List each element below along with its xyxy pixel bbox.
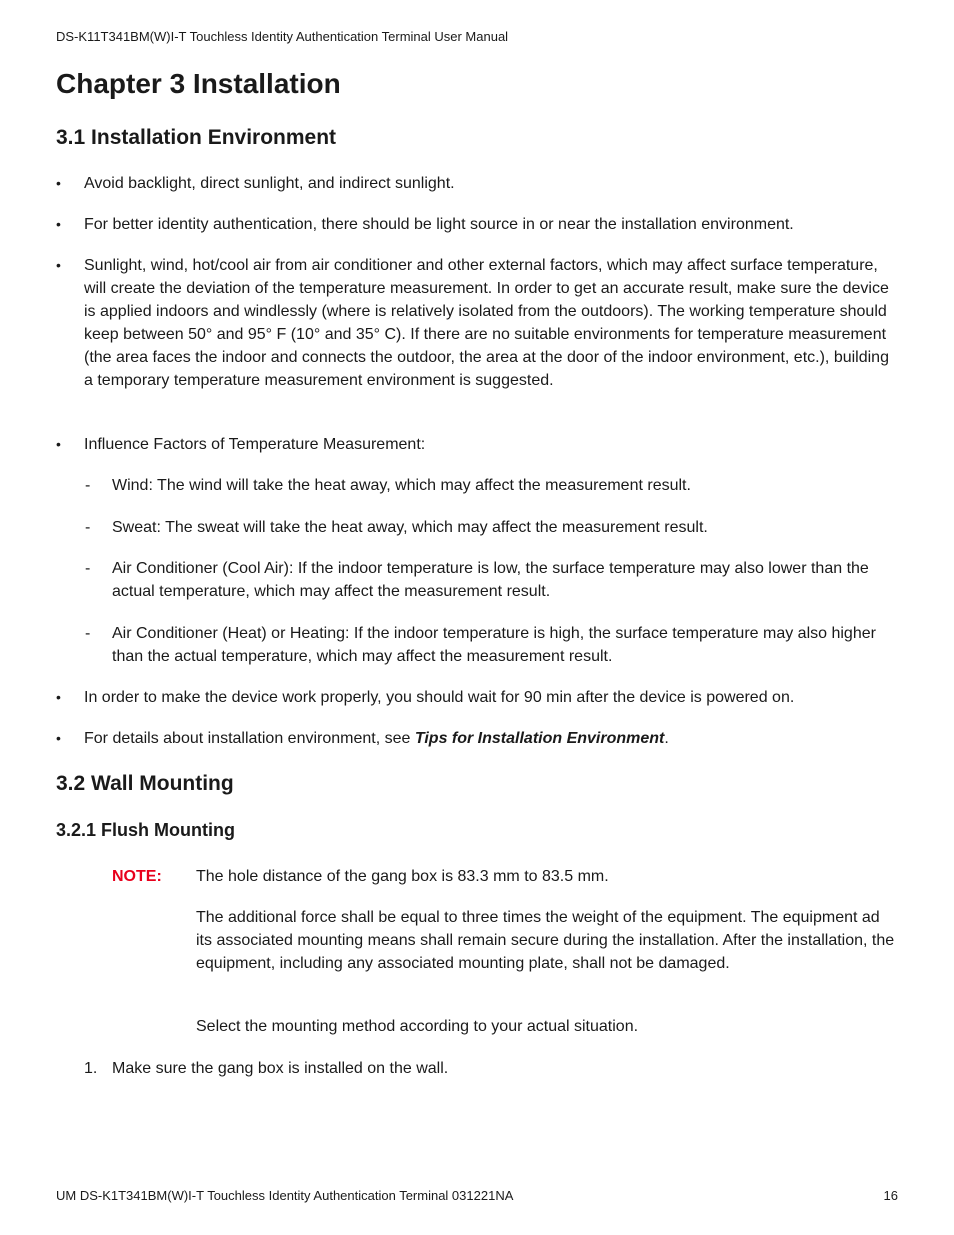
dash-marker: - bbox=[85, 519, 91, 536]
sub-list-item: Sweat: The sweat will take the heat away, which may affect the measurement result. bbox=[112, 519, 708, 536]
step-number: 1. bbox=[84, 1060, 98, 1077]
chapter-title: Chapter 3 Installation bbox=[56, 68, 341, 99]
page-footer: UM DS-K1T341BM(W)I-T Touchless Identity Authentication Terminal 031221NA bbox=[56, 1188, 514, 1203]
bullet-marker: • bbox=[56, 257, 61, 273]
bullet-item: For better identity authentication, there should be light source in or near the installation environment. bbox=[84, 216, 794, 233]
page-header: DS-K11T341BM(W)I-T Touchless Identity Authentication Terminal User Manual bbox=[56, 29, 509, 44]
bullet-marker: • bbox=[56, 689, 61, 705]
page-number: 16 bbox=[883, 1188, 898, 1203]
bullet-marker: • bbox=[56, 436, 61, 452]
bullet-item: In order to make the device work properly, you should wait for 90 min after the device is powered on. bbox=[84, 689, 795, 706]
dash-marker: - bbox=[85, 477, 91, 494]
bullet-marker: • bbox=[56, 175, 61, 191]
bullet-marker: • bbox=[56, 730, 61, 746]
bullet-item bbox=[84, 727, 894, 750]
note-paragraph: The additional force shall be equal to three times the weight of the equipment. The equipment ad its associated mounting means shall remain secure during the installation. After the installation, the equipment, including any associated mounting plate, shall not be damaged. bbox=[196, 909, 895, 972]
section-heading-3-1: 3.1 Installation Environment bbox=[56, 126, 337, 149]
subsection-heading-3-2-1: 3.2.1 Flush Mounting bbox=[56, 820, 235, 840]
dash-marker: - bbox=[85, 560, 91, 577]
sub-list-item: Wind: The wind will take the heat away, which may affect the measurement result. bbox=[112, 477, 691, 494]
note-paragraph: The hole distance of the gang box is 83.3 mm to 83.5 mm. bbox=[196, 868, 609, 885]
bullet-item: Sunlight, wind, hot/cool air from air conditioner and other external factors, which may affect surface temperature, will create the deviation of the temperature measurement. In order to get an accurate result, make sure the device is applied indoors and windlessly (where is relatively isolated from the outdoors). The working temperature should keep between 50° and 95° F (10° and 35° C). If there are no suitable environments for temperature measurement (the area faces the indoor and connects the outdoor, the area at the door of the indoor environment, etc.), building a temporary temperature measurement environment is suggested. bbox=[84, 257, 889, 389]
bullet-text: . bbox=[664, 730, 669, 747]
note-label: NOTE: bbox=[112, 868, 162, 885]
bullet-item: Avoid backlight, direct sunlight, and indirect sunlight. bbox=[84, 175, 455, 192]
step-text: Make sure the gang box is installed on the wall. bbox=[112, 1060, 449, 1077]
bullet-item: Influence Factors of Temperature Measurement: bbox=[84, 436, 426, 453]
bullet-text: For details about installation environment, see bbox=[84, 730, 415, 747]
note-paragraph: Select the mounting method according to your actual situation. bbox=[196, 1018, 639, 1035]
sub-list-item: Air Conditioner (Cool Air): If the indoor temperature is low, the surface temperature may also lower than the actual temperature, which may affect the measurement result. bbox=[112, 560, 869, 600]
bullet-marker: • bbox=[56, 216, 61, 232]
dash-marker: - bbox=[85, 625, 91, 642]
cross-reference-link[interactable]: Tips for Installation Environment bbox=[414, 730, 665, 747]
sub-list-item: Air Conditioner (Heat) or Heating: If the indoor temperature is high, the surface temperature may also higher than the actual temperature, which may affect the measurement result. bbox=[112, 625, 876, 665]
section-heading-3-2: 3.2 Wall Mounting bbox=[56, 772, 234, 795]
